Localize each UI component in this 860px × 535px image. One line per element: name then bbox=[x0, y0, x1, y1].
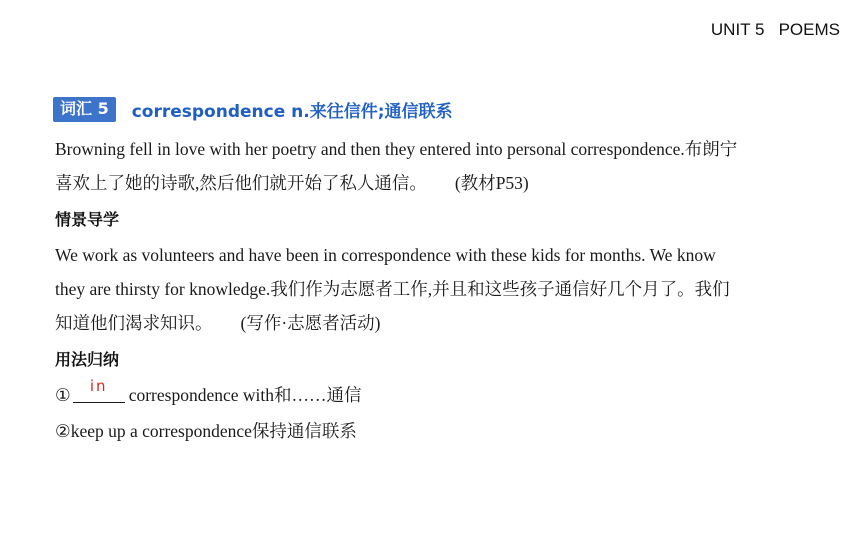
example-translation: 喜欢上了她的诗歌,然后他们就开始了私人通信。 bbox=[55, 173, 427, 193]
situation-source: (写作·志愿者活动) bbox=[240, 313, 381, 333]
vocab-definition: correspondence n.来往信件;通信联系 bbox=[131, 102, 453, 122]
situation-line-3 bbox=[55, 312, 380, 334]
situation-line-1: We work as volunteers and have been in correspondence with these kids for months. We know bbox=[55, 245, 716, 265]
example-source: (教材P53) bbox=[454, 173, 529, 193]
example-sentence-line-1: Browning fell in love with her poetry and then they entered into personal correspondence.布朗宁 bbox=[55, 139, 738, 159]
usage-item-1-text: correspondence with和……通信 bbox=[128, 385, 362, 405]
usage-item-1-number: ① bbox=[55, 385, 71, 405]
situation-translation-end: 知道他们渴求知识。 bbox=[55, 313, 213, 333]
fill-in-blank bbox=[73, 377, 125, 403]
usage-item-2: ②keep up a correspondence保持通信联系 bbox=[55, 421, 357, 441]
vocab-heading-row bbox=[53, 97, 453, 122]
blank-answer: in bbox=[89, 377, 108, 395]
vocab-badge: 词汇 5 bbox=[53, 97, 116, 122]
example-sentence-line-2 bbox=[55, 172, 529, 194]
situation-line-2: they are thirsty for knowledge.我们作为志愿者工作,并且和这些孩子通信好几个月了。我们 bbox=[55, 279, 730, 299]
unit-header: UNIT 5 POEMS bbox=[710, 20, 840, 39]
usage-title: 用法归纳 bbox=[55, 350, 120, 369]
usage-item-1 bbox=[55, 377, 362, 406]
situation-title: 情景导学 bbox=[55, 210, 120, 229]
